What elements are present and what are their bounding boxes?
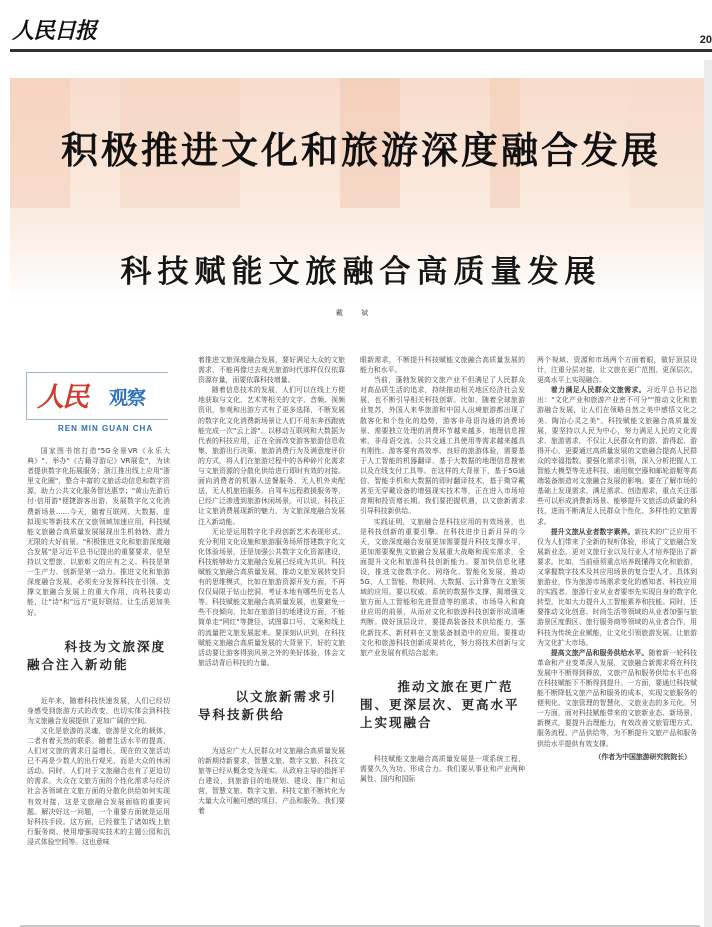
column-logo-latin: REN MIN GUAN CHA [58,424,154,433]
lead-phrase: 提高文旅产品和服务供给水平。 [550,648,649,657]
page-edge [704,60,712,927]
lead-phrase: 提升文旅从业者数字素养。 [550,527,635,536]
section-heading: 以文旅新需求引导科技新供给 [198,688,338,722]
article-column-2 [198,355,345,817]
column-logo [26,372,168,420]
paragraph: 无论是运用数字化手段创新艺术表现形式、充分利用文化设施和旅游服务场所搭建数字化文化体验场景，还是加强公共数字文化资源建设，科技能够助力文旅融合发展已经成为共识。科技赋能文旅融合高质量发展，推动文旅发展转变旧有的思维模式，比如在旅游资源开发方面，不再仅仅局限于钻山挖洞，考证本地有哪些历史名人等。科技赋能文旅融合高质量发展，也要避免一些不良倾向，比如在旅游目的地建设方面，不能简单走"网红"等捷径，试图靠口号、文案和线上的流量把文旅发展起来。要深刻认识到，在科技赋能文旅融合高质量发展的大背景下，好的文旅活动要让游客得到风景之外的美好体验，体会文旅活动背后科技的力量。 [198,527,345,667]
paragraph: 为适应广大人民群众对文旅融合高质量发展的新期待新要求，智慧文旅、数字文旅、科技文旅等已经从概念变为现实。从政府主导的指挥平台建设，到旅游目的地规划、建设、推广和运营，智慧文旅、数字文旅、科技文旅不断转化为大量大众可触可感的项目、产品和服务。我们要着 [198,746,345,816]
newspaper-logo: 人民日报 [12,18,97,44]
masthead-divider [10,49,712,52]
column-logo-red-text: 人民 [37,382,87,413]
masthead [10,0,712,54]
paragraph [537,648,697,749]
article-column-3 [360,355,525,784]
column-logo-blue-text: 观察 [109,387,146,409]
article-column-1 [27,446,170,847]
article-column-4 [537,355,697,762]
paragraph-body: 随着新一轮科技革命和产业变革深入发展，文旅融合新需求将在科技发展中不断得到释放，文旅产品和服务供给水平也将在科技赋能下不断得到提升。一方面，要通过科技赋能不断降低文旅产品和服务的成本，实现文旅服务的便利化、文旅管理的智慧化、文旅业态的多元化。另一方面，面对科技赋能带来的文旅新业态、新场景、新模式，要提升治理能力，有效改善文旅管理方式、服务流程、产品供给等，为不断提升文旅产品和服务供给水平提供有效支撑。 [537,648,698,748]
paragraph [537,527,697,648]
section-heading: 科技为文旅深度融合注入新动能 [27,638,167,672]
paragraph: 随着信息技术的发展，人们可以在线上方便地获取与文化、艺术等相关的文字、音频、视频资讯，参观和出游方式有了更多选择，不断发展的数字化文化消费新场景让人们不用东奔西跑就能完成一次"云上游"。以移动互联网和大数据为代表的科技应用，正在全面改变游客旅游信息收集、旅游出行决策、旅游消费行为及满意度评价的方式，将人们在旅游过程中的各种碎片化需求与文旅资源的分散化供给进行即时有效的对接。面向消费者的机器人送餐服务、无人机外卖配送、无人机旅拍服务、自驾车远程救援服务等，已经广泛渗透到旅游休闲场景。可以说，科技正让文旅消费展现新的魅力，为文旅深度融合发展注入新动能。 [198,386,345,526]
paragraph: 国家图书馆打造"5G全景VR《永乐大典》"、举办"《古籍寻游记》VR展览"，为读者提供数字化拓展服务；浙江推出线上应用"浙里文化圈"，整合丰富的文旅活动信息和数字资源，助力公共文化服务智达惠享；"黄山先游后付·信用游"便捷游客出游，发展数字化文化消费新场景……今天，随着互联网、大数据、虚拟现实等新技术在文旅领域加速应用，科技赋能文旅融合高质量发展展现出生机勃勃、潜力无限的大好前景。"积极推进文化和旅游深度融合发展"是习近平总书记提出的重要要求，是坚持以文塑旅、以旅彰文的应有之义。科技是第一生产力、创新是第一动力。推进文化和旅游深度融合发展，必须充分发挥科技在引领、支撑文旅融合发展上的重大作用，向科技要动能，让"诗"和"远方"更好联结，让生活更加美好。 [27,447,170,617]
author-note: （作者为中国旅游研究院院长） [594,752,691,761]
paragraph: 两个视域、资源和市场两个方面着眼，做好顶层设计，注重分层对接，让文旅在更广范围、更深层次、更高水平上实现融合。 [537,356,697,385]
headline-banner [10,78,712,300]
paragraph: 着推进文旅深度融合发展，要好满足大众的文旅需求，不能再像过去观光旅游时代那样仅仅依靠资源存量，而要依靠科技增量。 [198,356,345,385]
paragraph [537,385,697,526]
paragraph: 文化是旅游的灵魂，旅游是文化的载体，二者有着天然的联系。随着生活水平的提高，人们对文旅的需求日益增长，现在的文旅活动已不再是少数人的出行观光，而是大众的休闲活动。同时，人们对于文旅融合也有了更迫切的需求。大众在文旅方面的个性化需求与经济社会各领域在文旅方面的分散化供给如何实现有效对接，这是文旅融合发展面临的重要问题。解决好这一问题，一个重要方面就是运用好科技手段。这方面，已经催生了诸如线上旅行服务商、使用增强现实技术的主题公园和沉浸式体验空间等。这也意味 [27,726,170,846]
paragraph: 科技赋能文旅融合高质量发展是一项系统工程，需要久久为功、形成合力。我们要从事业和产业两种属性、国内和国际 [360,754,525,783]
paragraph: 近年来，随着科技快速发展，人们已经切身感受到旅游方式的改变，也切实体会到科技为文旅融合发展提供了更加广阔的空间。 [27,696,170,725]
paragraph-body: 新技术的广泛应用不仅为人们带来了全新的视听体验，形成了文旅融合发展新业态，更对文旅行业以及行业人才培养提出了新要求。比如，当前亟须重点培养既懂得文化和旅游，又掌握数字技术及其应用场景的复合型人才。具体到旅游业，作为旅游市场需求变化的感知者、科技应用的实践者，旅游行业从业者要率先实现自身的数字化转型，比如大力提升人工智能素养和技能。同时，还要推动文化创意、时尚生活等领域的从业者加强与旅游景区度假区、旅行服务商等领域的从业者合作，用科技为传统企业赋能，让文化引领旅游发展、让旅游为文化扩大市场。 [537,527,698,647]
section-heading: 推动文旅在更广范围、更深层次、更高水平上实现融合 [360,678,520,730]
author-byline: 戴 斌 [335,309,377,317]
paragraph: 实践证明，文旅融合是科技应用的有效场景，也是科技创新的重要引擎。在科技进步日新月异的今天，文旅深度融合发展更加需要提升科技支撑水平，更加需要聚焦文旅融合发展重大战略和现实需求，全面提升文化和旅游科技创新能力。要加快信息化建设，推进文旅数字化、网络化、智能化发展，推动5G、人工智能、物联网、大数据、云计算等在文旅领域的应用。要以权威、系统的数据作支撑，揭增强文旅方面人工智能和先进智造等的需求、市场导入和商业应用的前景，从而对文化和旅游科技创新形成清晰判断。做好顶层设计，要提高装备技术供给能力，强化新技术、新材料在文旅装备制造中的应用。要推动文化和旅游科技创新成果转化，努力将技术创新与文旅产业发展有机结合起来。 [360,517,525,657]
lead-phrase: 着力满足人民群众文旅需求。 [550,386,647,395]
main-headline: 积极推进文化和旅游深度融合发展 [61,129,661,172]
paragraph-body: 习近平总书记指出："文化产业和旅游产业密不可分""推动文化和旅游融合发展，让人们在领略自然之美中感悟文化之美、陶冶心灵之美"。科技赋能文旅融合高质量发展，要坚持以人民为中心，努力满足人民的文化需求、旅游需求，不仅让人民群众有的游、游得起、游得开心，更要通过高质量发展的文旅融合提高人民群众的幸福指数。要强化需求引领，深入分析把握人工智能大模型等先进科技、通用航空器和邮轮游艇等高端装备制造对文旅融合发展的影响。要在了解市场的基础上发现需求、满足需求、创造需求，重点关注那些可以形成消费新场景、能够提升文旅活动质量的科技，进而不断满足人民群众个性化、多样性的文旅需求。 [537,386,698,526]
page-number: 20 [699,34,712,46]
paragraph: 当前，蓬勃发展的文旅产业不但满足了人民群众对高品质生活的追求，持续推动相关地区经济社会发展，也不断引导相关科技创新。比如，随着全球旅游业复苏，外国人来华旅游和中国人出境旅游都出现了散客化和个性化的趋势，游客非母语沟通的消费场景、需要独立处理的消费环节越来越多，地理信息搜索、非母语交流、公共交通工具使用等需求越来越具有刚性。游客要有高效率、良好的旅游体验，需要基于人工智能的机器翻译、基于大数据的地理信息搜索以及在线支付工具等。在这样的大背景下，基于5G通信、智能手机和大数据的即时翻译技术，基于微穿戴甚至无穿戴设备的增强现实技术等，正在进入市场培育期和投资增长期。我们要把握机遇，以文旅新需求引导科技新供给。 [360,376,525,516]
paragraph: 眼新需求，不断提升科技赋能文旅融合高质量发展的能力和水平。 [360,356,525,375]
article-title: 科技赋能文旅融合高质量发展 [120,254,602,290]
